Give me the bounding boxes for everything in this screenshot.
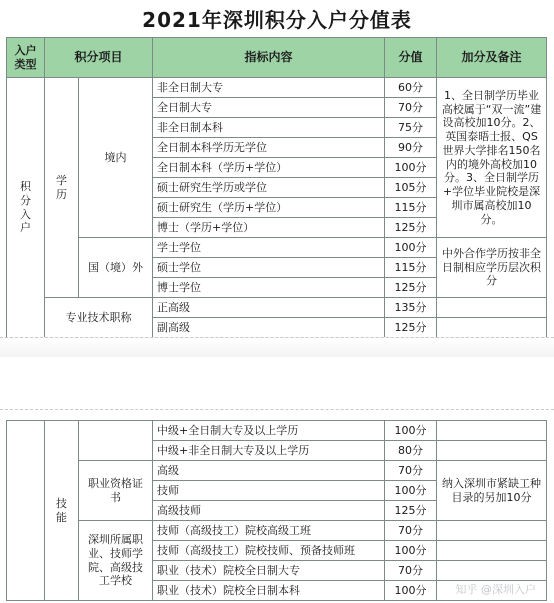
indicator-cell: 非全日制本科: [153, 118, 385, 138]
watermark: 知乎 @深圳入户: [455, 583, 536, 596]
indicator-cell: 学士学位: [153, 238, 385, 258]
score-cell: 90分: [385, 138, 437, 158]
qual-label: 职业资格证书: [88, 476, 143, 504]
indicator-cell: 博士（学历+学位）: [153, 218, 385, 238]
note-empty: [437, 541, 547, 561]
blank-cell: [79, 421, 153, 461]
edu-label: 学历: [56, 173, 67, 201]
note-empty: [437, 298, 547, 318]
table-row: [7, 521, 547, 541]
note-domestic: 1、全日制学历毕业高校属于“双一流”建设高校加10分。2、英国泰晤士报、QS世界大学排名150名内的境外高校加10分。3、全日制学历+学位毕业院校是深圳市属高校加10分。: [437, 78, 547, 238]
table-row: [7, 78, 547, 98]
indicator-cell: 硕士研究生（学历+学位）: [153, 198, 385, 218]
score-cell: 100分: [385, 238, 437, 258]
indicator-cell: 中级+非全日制大专及以上学历: [153, 441, 385, 461]
score-cell: 135分: [385, 298, 437, 318]
score-cell: 100分: [385, 481, 437, 501]
score-table-lower: [6, 420, 547, 601]
school-cell: [79, 521, 153, 601]
indicator-cell: 高级: [153, 461, 385, 481]
indicator-cell: 技师: [153, 481, 385, 501]
indicator-cell: 硕士学位: [153, 258, 385, 278]
school-label: 深圳所属职业、技师学院、高级技工学校: [88, 533, 143, 588]
score-cell: 100分: [385, 541, 437, 561]
note-empty: [437, 561, 547, 581]
score-cell: 80分: [385, 441, 437, 461]
indicator-cell: 技师（高级技工）院校技师、预备技师班: [153, 541, 385, 561]
indicator-cell: 博士学位: [153, 278, 385, 298]
score-cell: 115分: [385, 198, 437, 218]
foreign-label: 国（境）外: [88, 260, 143, 274]
score-cell: 75分: [385, 118, 437, 138]
type-cell-cont: [7, 421, 45, 601]
score-cell: 115分: [385, 258, 437, 278]
note-empty: [437, 318, 547, 338]
header-score: 分值: [385, 38, 437, 78]
skill-label: 技能: [56, 496, 67, 524]
score-cell: 60分: [385, 78, 437, 98]
score-cell: 125分: [385, 318, 437, 338]
foreign-cell: [79, 238, 153, 298]
score-cell: 70分: [385, 98, 437, 118]
table-row: [7, 298, 547, 318]
table-header-row: [7, 38, 547, 78]
table-row: [7, 461, 547, 481]
indicator-cell: 技师（高级技工）院校高级工班: [153, 521, 385, 541]
page-title: 2021年深圳积分入户分值表: [142, 8, 412, 32]
indicator-cell: 正高级: [153, 298, 385, 318]
qual-cell: [79, 461, 153, 521]
title-cell: 专业技术职称: [45, 298, 153, 338]
note-empty: [437, 441, 547, 461]
score-table-upper: [6, 37, 547, 338]
note-empty: [437, 521, 547, 541]
header-indicator: 指标内容: [153, 38, 385, 78]
score-cell: 70分: [385, 561, 437, 581]
type-cell: [7, 78, 45, 338]
note-foreign: 中外合作学历按非全日制相应学历层次积分: [437, 238, 547, 298]
table-row: [7, 238, 547, 258]
score-cell: 100分: [385, 158, 437, 178]
table-row: [7, 421, 547, 441]
score-cell: 100分: [385, 581, 437, 601]
score-cell: 70分: [385, 521, 437, 541]
type-label: 积分入户: [20, 180, 31, 235]
header-notes: 加分及备注: [437, 38, 547, 78]
score-cell: 125分: [385, 501, 437, 521]
note-qual: 纳入深圳市紧缺工种目录的另加10分: [437, 461, 547, 521]
page-break-top: [0, 337, 554, 357]
header-project: 积分项目: [45, 38, 153, 78]
indicator-cell: 职业（技术）院校全日制本科: [153, 581, 385, 601]
page-break-bottom: [0, 398, 554, 410]
edu-cell: [45, 78, 79, 298]
indicator-cell: 副高级: [153, 318, 385, 338]
score-cell: 105分: [385, 178, 437, 198]
indicator-cell: 全日制大专: [153, 98, 385, 118]
score-cell: 70分: [385, 461, 437, 481]
indicator-cell: 中级+全日制大专及以上学历: [153, 421, 385, 441]
indicator-cell: 非全日制大专: [153, 78, 385, 98]
header-type: 入户类型: [7, 38, 45, 78]
note-empty: [437, 421, 547, 441]
indicator-cell: 硕士研究生学历或学位: [153, 178, 385, 198]
score-cell: 100分: [385, 421, 437, 441]
domestic-cell: 境内: [79, 78, 153, 238]
indicator-cell: 全日制本科学历无学位: [153, 138, 385, 158]
skill-cell: [45, 421, 79, 601]
score-cell: 125分: [385, 278, 437, 298]
indicator-cell: 职业（技术）院校全日制大专: [153, 561, 385, 581]
score-cell: 125分: [385, 218, 437, 238]
indicator-cell: 高级技师: [153, 501, 385, 521]
indicator-cell: 全日制本科（学历+学位）: [153, 158, 385, 178]
